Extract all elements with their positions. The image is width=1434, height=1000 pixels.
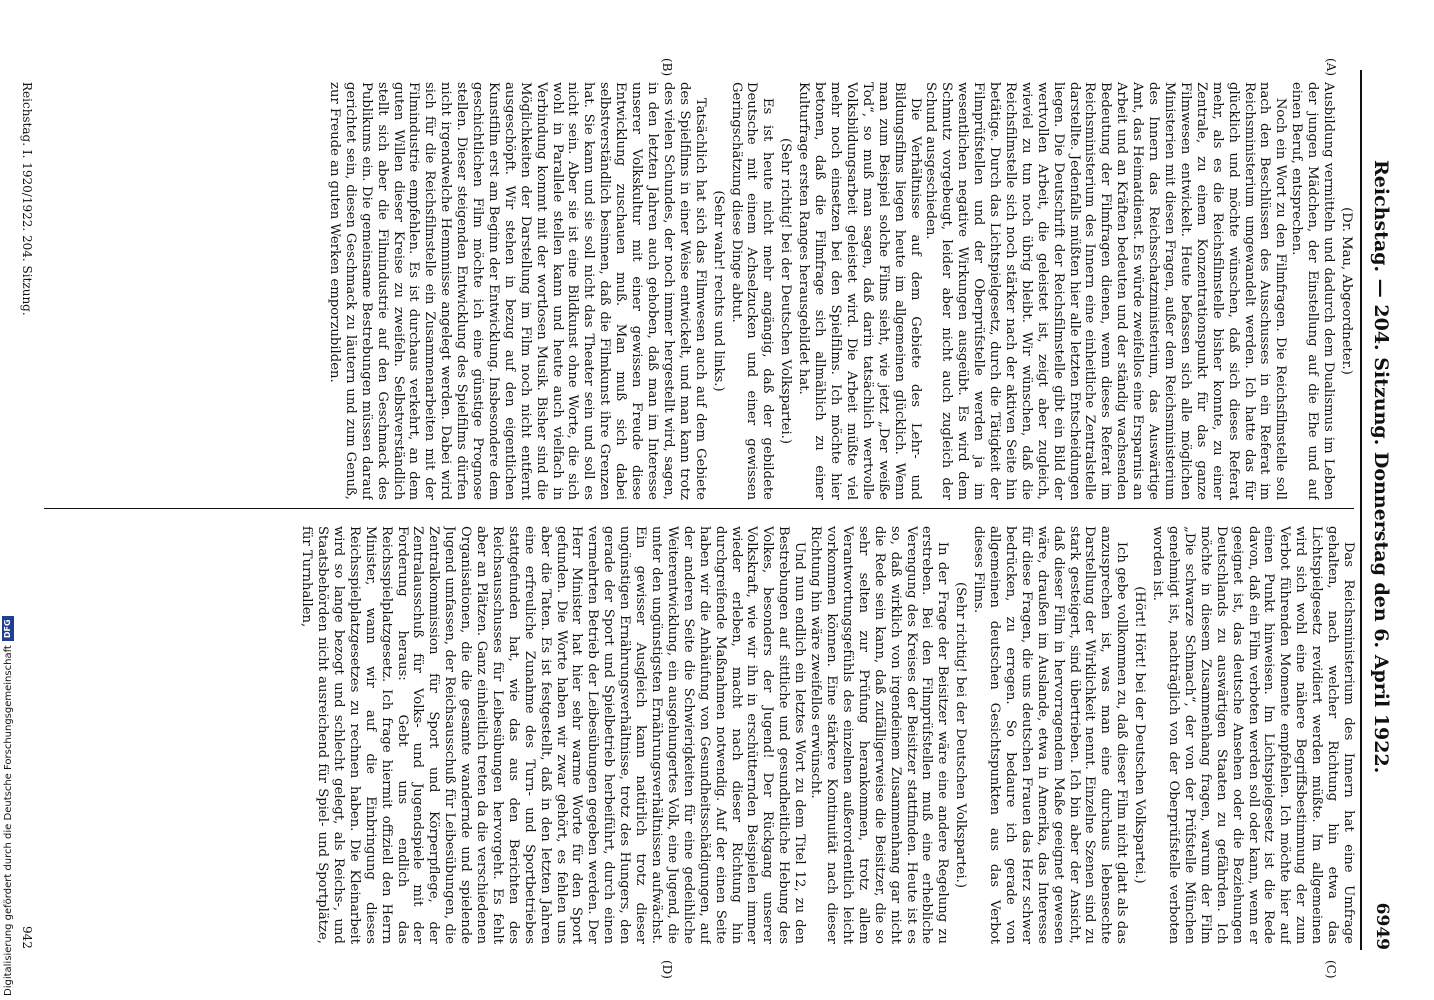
interjection: (Sehr wahr! rechts und links.) (710, 190, 726, 392)
credit-text: Digitalisierung gefördert durch die Deutsche Forschungsgemeinschaft (2, 645, 14, 996)
paragraph: In der Frage der Beisitzer wäre eine andere Regelung zu erstreben. Bei den Filmprüfstellen muß eine erhebliche Verengung des Kreises der Beisitzer stattfinden. Heute ist es so, daß wirklich von irgendeinem Zusammenhang gar nicht die Rede sein kann, daß zufälligerweise die Beisitzer, die so sehr selten zur Prüfung herankommen, trotz allem Verantwortungsgefühls des einzelnen außerordentlich leicht vorkommen können. Eine stärkere Kontinuität nach dieser Richtung hin wäre zweifellos erwünscht. (808, 526, 951, 944)
page-header (1364, 70, 1392, 950)
interjection: (Sehr richtig! bei der Deutschen Volkspartei.) (953, 581, 969, 889)
paragraph: Noch ein Wort zu den Filmfragen. Die Reichsfilmstelle soll nach den Beschlüssen des Ausschusses in ein Referat im Reichsministerium umgewandelt werden. Ich hatte das für glücklich und möchte wünschen, daß sich dieses Referat mehr, als es die Reichsfilmstelle bisher konnte, zu einer Zentrale, zu einem Konzentrationspunkt für das ganze Filmwesen entwickelt. Heute befassen sich alle möglichen Ministerien mit diesen Fragen, außer dem Reichsministerium des Innern das Reichsschatzministerium, das Auswärtige Amt, das Heimatdienst. Es würde zweifellos eine Ersparnis an Arbeit und an Kräften bedeuten und der ständig wachsenden Bedeutung der Filmfragen dienen, wenn dieses Referat im Reichsministerium des Innern eine einheitliche Zentralstelle darstellte. Jedenfalls müßten hier alle letzten Entscheidungen liegen. Die Deutschrift der Reichsfilmstelle gibt ein Bild der wertvollen Arbeit, die geleistet ist, zeigt aber zugleich, wieviel zu tun noch übrig bleibt. Wir wünschen, daß die Reichsfilmstelle sich noch stärker nach der aktiven Seite hin betätige. Durch das Lichtspielgesetz, durch die Tätigkeit der Filmprüfstellen und der Oberprüfstelle werden ja im wesentlichen negative Wirkungen ausgeübt. Es wird dem Schmutz vorgebeugt, leider aber nicht auch zugleich der Schund ausgeschieden. (923, 82, 1289, 500)
margin-marker-a: (A) (1324, 58, 1338, 77)
paragraph: Das Reichsministerium des Innern hat eine Umfrage gehalten, nach welcher Richtung hin etwa das Lichtspielgesetz revidiert werden müßte. Im allgemeinen wird sich wohl eine nähere Begriffsbestimmung der zum Verbot führenden Momente empfehlen. Ich möchte hier auf einen Punkt hinweisen. Im Lichtspielgesetz ist die Rede davon, daß ein Film verboten werden soll oder kann, wenn er geeignet ist, das deutsche Ansehen oder die Beziehungen Deutschlands zu auswärtigen Staaten zu gefährden. Ich möchte in diesem Zusammenhang fragen, warum der Film „Die schwarze Schmach“, der von der Prüfstelle München genehmigt ist, nachträglich von der Oberprüfstelle verboten worden ist. (1150, 526, 1356, 944)
margin-marker-c: (C) (1324, 960, 1338, 979)
digitization-credit (2, 616, 14, 996)
paragraph: Tatsächlich hat sich das Filmwesen auch auf dem Gebiete des Spielfilms in einer Weise entwickelt, und man kann trotz des vielen Schundes, der noch immer hergestellt wird, sagen, in den letzten Jahren auch gehoben, daß man im Interesse unserer Volkskultur mit einer gewissen Freude diese Entwicklung zuschauen muß. Man muß sich dabei selbstverständlich besinnen, daß die Filmkunst ihre Grenzen hat. Sie kann und sie soll nicht das Theater sein und soll es nicht sein. Aber sie ist eine Bildkunst ohne Worte, die sich wohl in Parallele stellen kann und heute auch vielfach in Verbindung kommt mit der wortlosen Musik. Bisher sind die Möglichkeiten der Darstellung im Film noch nicht entfernt ausgeschöpft. Wir stehen in bezug auf den eigentlichen Kunstfilm erst am Beginn der Entwicklung. Insbesondere dem geschichtlichen Film möchte ich eine günstige Prognose stellen. Dieser steigenden Entwicklung des Spielfilms dürfen nicht irgendwelche Hemmnisse angelegt werden. Dabei wird sich für die Reichsfilmstelle ein Zusammenarbeiten mit der Filmindustrie empfehlen. Es ist durchaus verkehrt, an dem guten Willen dieser Kreise zu zweifeln. Selbstverständlich stellt sich aber die Filmindustrie auf den Geschmack des Publikums ein. Die gemeinsame Bestrebungen müssen darauf gerichtet sein, diesen Geschmack zu läutern und zum Genuß, zur Freude an guten Werken emporzubilden. (326, 82, 708, 500)
dfg-logo-icon: DFG (2, 616, 14, 641)
interjection: (Hört! Hört! bei der Deutschen Volkspartei.) (1132, 586, 1148, 884)
header-title: Reichstag. — 204. Sitzung. Donnerstag den 6. April 1922. (1370, 160, 1392, 774)
interjection: (Sehr richtig! bei der Deutschen Volkspartei.) (778, 137, 794, 445)
paragraph: Ausbildung vermitteln und dadurch dem Dualismus im Leben der jungen Mädchen, der Einstellung auf die Ehe und auf einen Beruf, entsprechen. (1289, 82, 1337, 500)
paragraph: Es ist heute nicht mehr angängig, daß der gebildete Deutsche mit einem Achselzucken und einer gewissen Geringschätzung diese Dinge abtut. (728, 82, 776, 500)
right-column (56, 526, 1356, 944)
margin-marker-d: (D) (660, 960, 674, 979)
header-rule (1360, 70, 1362, 950)
footer-session-info: Reichstag. I. 1920/1922. 204. Sitzung. (20, 82, 34, 316)
paragraph: Ich gebe vollkommen zu, daß dieser Film nicht glatt als das anzusprechen ist, was man eine durchaus lebensechte Darstellung der Wirklichkeit nennt. Einzelne Szenen sind zu stark gesteigert, sind übertrieben. Ich bin aber der Ansicht, daß dieser Film in hervorragendem Maße geeignet gewesen wäre, draußen im Auslande, etwa in Amerika, das Interesse für diese Fragen, die uns deutschen Frauen das Herz schwer bedrücken, zu erregen. So bedaure ich gerade von allgemeinen deutschen Gesichtspunkten aus das Verbot dieses Films. (971, 526, 1130, 944)
paragraph: Die Verhältnisse auf dem Gebiete des Lehr- und Bildungsfilms liegen heute im allgemeinen glücklich. Wenn man zum Beispiel solche Films sieht, wie jetzt „Der weiße Tod“, so muß man sagen, daß darin tatsächlich wertvolle Volksbildungsarbeit geleistet wird. Die Arbeit müßte viel mehr noch einsetzen bei den Spielfilms. Ich möchte hier betonen, daß die Filmfrage sich allmählich zu einer Kulturfrage ersten Ranges herausgebildet hat. (796, 82, 923, 500)
paragraph: Und nun endlich ein letztes Wort zu dem Titel 12, zu den Bestrebungen auf sittliche und gesundheitliche Hebung des Volkes, besonders der Jugend! Der Rückgang unserer Volkskraft, wie wir ihn in erschütternden Beispielen immer wieder erleben, macht nach dieser Richtung hin durchgreifende Maßnahmen notwendig. Auf der einen Seite haben wir die Anhäufung von Gesundheitsschädigungen, auf der anderen Seite die Schwierigkeiten für eine gedeihliche Weiterentwicklung, ein ausgehungertes Volk, eine Jugend, die unter den ungünstigsten Ernährungsverhältnissen aufwächst. Ein gewisser Ausgleich kann natürlich trotz dieser ungünstigen Ernährungsverhältnisse, trotz des Hungers, den gerade der Sport und Spielbetrieb herbeiführt, durch einen vermehrten Betrieb der Leibesübungen gegeben werden. Der Herr Minister hat hier sehr warme Worte für den Sport gefunden. Die Worte haben wir zwar gehört, es fehlen uns aber die Taten. Es ist festgestellt, daß in den letzten Jahren eine erfreuliche Zunahme des Turn- und Sportbetriebes stattgefunden hat, wie das aus den Berichten des Reichsausschusses für Leibesübungen hervorgeht. Es fehlt aber an Plätzen. Ganz einheitlich treten da die verschiedenen Organisationen, die die gesamte wandernde und spielende Jugend umfassen, der Reichsausschuß für Leibesübungen, die Zentralkommission für Sport und Körperpflege, der Zentralausschuß für Volks- und Jugendspiele mit der Forderung heraus: Gebt uns endlich das Reichsspielplatzgesetz. Ich frage hiermit offiziell den Herrn Minister, wann wir auf die Einbringung dieses Reichsspielplatzgesetzes zu rechnen haben. Die Kleinarbeit wird so lange bezogt und schlecht gelegt, als Reichs-, und Staatsbehörden nicht ausreichend für Spiel- und Sportplätze, für Turnhallen, (299, 526, 808, 944)
margin-marker-b: (B) (660, 58, 674, 77)
left-column (56, 82, 1356, 500)
speaker-label: (Dr. Mau, Abgeordneter.) (1339, 207, 1354, 375)
footer-sheet-number: 942 (20, 926, 34, 949)
column-divider (44, 508, 1354, 509)
header-page-number: 6949 (1372, 902, 1392, 950)
